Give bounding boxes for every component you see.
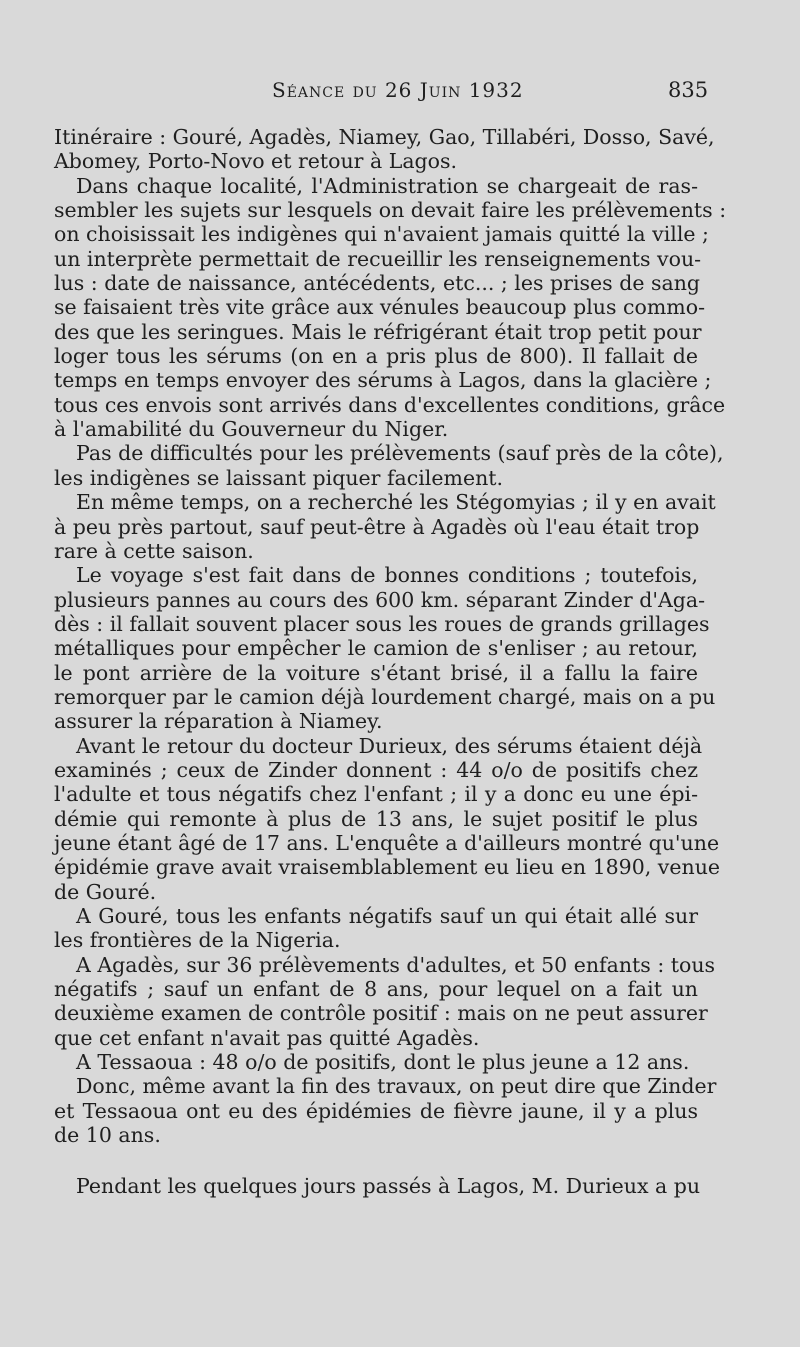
text-line: Abomey, Porto-Novo et retour à Lagos. xyxy=(54,149,458,174)
text-line: négatifs ; sauf un enfant de 8 ans, pour lequel on a fait un xyxy=(54,977,698,1002)
text-line: que cet enfant n'avait pas quitté Agadès. xyxy=(54,1025,480,1050)
paragraph-gap xyxy=(54,1147,698,1174)
text-line: épidémie grave avait vraisemblablement eu lieu en 1890, venue xyxy=(54,855,721,880)
text-line: lus : date de naissance, antécédents, etc... ; les prises de sang xyxy=(54,271,701,296)
body-text xyxy=(54,125,727,1199)
text-line: l'adulte et tous négatifs chez l'enfant ; il y a donc eu une épi- xyxy=(54,782,698,807)
text-line: on choisissait les indigènes qui n'avaient jamais quitté la ville ; xyxy=(54,222,709,247)
text-line: dès : il fallait souvent placer sous les roues de grands grillages xyxy=(54,611,710,636)
text-line: le pont arrière de la voiture s'étant brisé, il a fallu la faire xyxy=(54,660,698,685)
paragraph xyxy=(54,441,724,490)
text-line: démie qui remonte à plus de 13 ans, le sujet positif le plus xyxy=(54,806,698,831)
text-line: tous ces envois sont arrivés dans d'excellentes conditions, grâce xyxy=(54,392,726,417)
text-line: des que les seringues. Mais le réfrigérant était trop petit pour xyxy=(54,319,702,344)
paragraph xyxy=(54,952,716,1050)
text-line: un interprète permettait de recueillir les renseignements vou- xyxy=(54,246,702,271)
paragraph xyxy=(54,733,721,904)
text-line: Avant le retour du docteur Durieux, des sérums étaient déjà xyxy=(76,733,703,758)
paragraph xyxy=(54,904,698,953)
text-line: A Gouré, tous les enfants négatifs sauf un qui était allé sur xyxy=(76,904,698,928)
text-line: remorquer par le camion déjà lourdement chargé, mais on a pu xyxy=(54,684,716,709)
text-line: A Tessaoua : 48 o/o de positifs, dont le plus jeune a 12 ans. xyxy=(76,1050,690,1075)
text-line: jeune étant âgé de 17 ans. L'enquête a d'ailleurs montré qu'une xyxy=(54,830,720,855)
paragraph xyxy=(54,563,716,734)
paragraph xyxy=(54,1074,717,1148)
text-line: Donc, même avant la fin des travaux, on peut dire que Zinder xyxy=(76,1074,717,1099)
running-head: Séance du 26 Juin 1932 xyxy=(272,78,524,102)
text-line: se faisaient très vite grâce aux vénules beaucoup plus commo- xyxy=(54,295,706,320)
text-line: A Agadès, sur 36 prélèvements d'adultes, et 50 enfants : tous xyxy=(76,952,716,977)
text-line: Pas de difficultés pour les prélèvements (sauf près de la côte), xyxy=(76,441,724,466)
paragraph xyxy=(54,125,715,174)
paragraph xyxy=(54,1174,701,1199)
text-line: les indigènes se laissant piquer facilement. xyxy=(54,465,504,490)
text-line: assurer la réparation à Niamey. xyxy=(54,709,383,734)
text-line: rare à cette saison. xyxy=(54,538,254,563)
page-number: 835 xyxy=(668,78,709,102)
text-line: de 10 ans. xyxy=(54,1123,161,1148)
text-line: plusieurs pannes au cours des 600 km. séparant Zinder d'Aga- xyxy=(54,587,706,612)
text-line: les frontières de la Nigeria. xyxy=(54,928,341,953)
text-line: deuxième examen de contrôle positif : mais on ne peut assurer xyxy=(54,1001,708,1026)
text-line: et Tessaoua ont eu des épidémies de fièvre jaune, il y a plus xyxy=(54,1098,698,1123)
text-line: temps en temps envoyer des sérums à Lagos, dans la glacière ; xyxy=(54,368,712,393)
text-line: à peu près partout, sauf peut-être à Agadès où l'eau était trop xyxy=(54,514,700,539)
text-line: Pendant les quelques jours passés à Lagos, M. Durieux a pu xyxy=(76,1174,701,1199)
paragraph xyxy=(54,1050,698,1074)
text-line: Le voyage s'est fait dans de bonnes conditions ; toutefois, xyxy=(76,563,698,588)
text-line: Dans chaque localité, l'Administration se chargeait de ras- xyxy=(76,173,698,198)
text-line: à l'amabilité du Gouverneur du Niger. xyxy=(54,417,449,442)
text-line: Itinéraire : Gouré, Agadès, Niamey, Gao, Tillabéri, Dosso, Savé, xyxy=(54,125,715,149)
paragraph xyxy=(54,173,727,442)
text-line: examinés ; ceux de Zinder donnent : 44 o/o de positifs chez xyxy=(54,757,698,782)
page-header xyxy=(0,78,800,108)
text-line: loger tous les sérums (on en a pris plus de 800). Il fallait de xyxy=(54,344,698,369)
text-line: de Gouré. xyxy=(54,879,157,904)
text-line: En même temps, on a recherché les Stégomyias ; il y en avait xyxy=(76,490,716,515)
text-line: métalliques pour empêcher le camion de s'enliser ; au retour, xyxy=(54,636,698,661)
paragraph xyxy=(54,490,716,563)
text-line: sembler les sujets sur lesquels on devait faire les prélèvements : xyxy=(54,198,727,223)
